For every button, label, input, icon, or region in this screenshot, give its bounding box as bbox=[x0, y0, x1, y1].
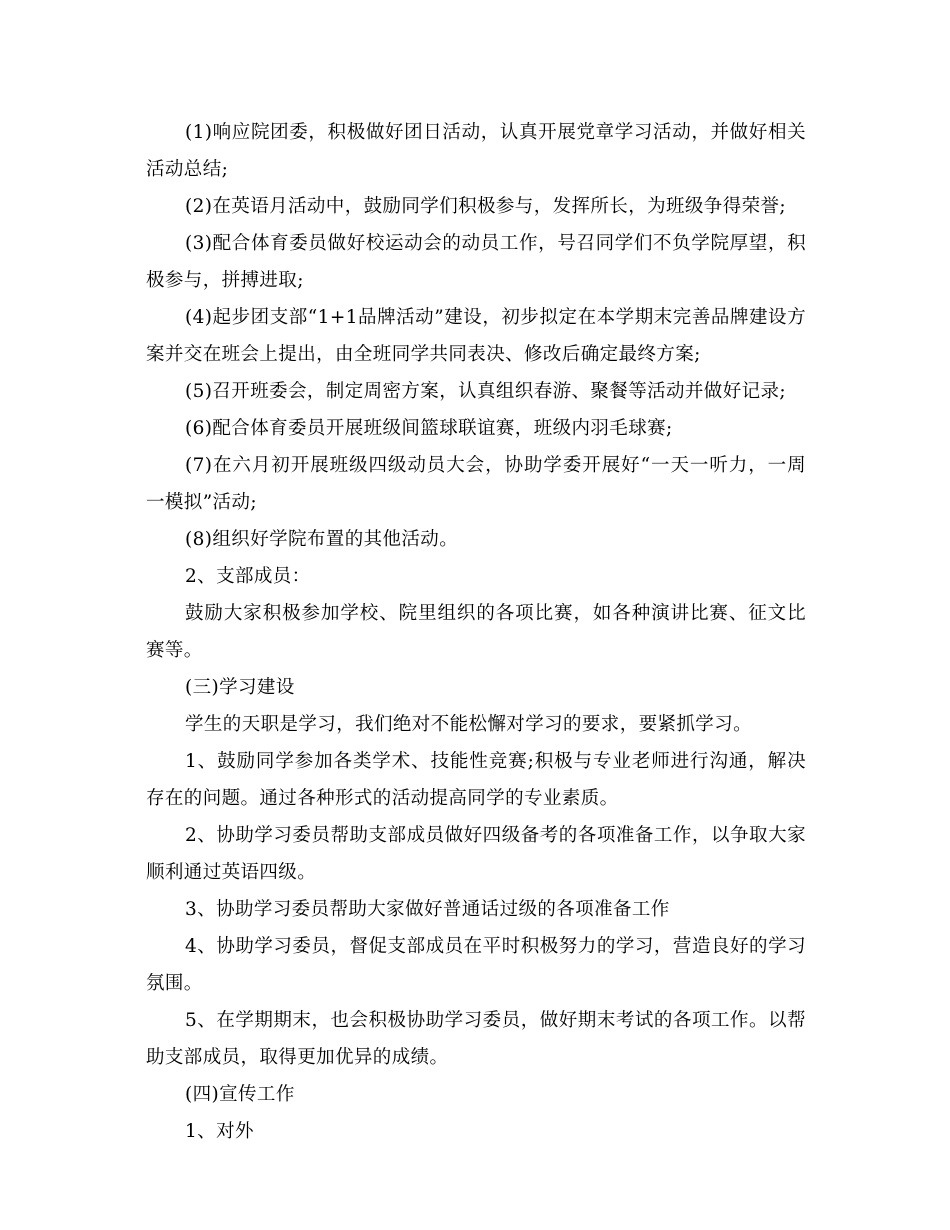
paragraph-activity-8: (8)组织好学院布置的其他活动。 bbox=[185, 529, 459, 550]
paragraph-activity-5: (5)召开班委会，制定周密方案，认真组织春游、聚餐等活动并做好记录; bbox=[185, 381, 787, 402]
heading-publicity-work: (四)宣传工作 bbox=[185, 1084, 295, 1105]
paragraph-study-intro: 学生的天职是学习，我们绝对不能松懈对学习的要求，要紧抓学习。 bbox=[185, 714, 753, 735]
paragraph-study-5: 5、在学期期末，也会积极协助学习委员，做好期末考试的各项工作。以帮助支部成员，取得更加优异的成绩。 bbox=[146, 1010, 806, 1068]
heading-study-construction: (三)学习建设 bbox=[185, 677, 295, 698]
paragraph-study-2: 2、协助学习委员帮助支部成员做好四级备考的各项准备工作，以争取大家顺利通过英语四级。 bbox=[146, 825, 806, 883]
paragraph-study-4: 4、协助学习委员，督促支部成员在平时积极努力的学习，营造良好的学习氛围。 bbox=[146, 936, 806, 994]
paragraph-branch-members: 鼓励大家积极参加学校、院里组织的各项比赛，如各种演讲比赛、征文比赛等。 bbox=[146, 603, 806, 661]
paragraph-activity-4: (4)起步团支部“1+1品牌活动”建设，初步拟定在本学期末完善品牌建设方案并交在班会上提出，由全班同学共同表决、修改后确定最终方案; bbox=[146, 307, 806, 365]
paragraph-publicity-1: 1、对外 bbox=[185, 1121, 254, 1142]
paragraph-study-1: 1、鼓励同学参加各类学术、技能性竞赛;积极与专业老师进行沟通，解决存在的问题。通过各种形式的活动提高同学的专业素质。 bbox=[146, 751, 806, 809]
paragraph-activity-1: (1)响应院团委，积极做好团日活动，认真开展党章学习活动，并做好相关活动总结; bbox=[146, 122, 806, 180]
paragraph-activity-2: (2)在英语月活动中，鼓励同学们积极参与，发挥所长，为班级争得荣誉; bbox=[185, 196, 787, 217]
document-body bbox=[146, 114, 806, 1150]
paragraph-activity-7: (7)在六月初开展班级四级动员大会，协助学委开展好“一天一听力，一周一模拟”活动; bbox=[146, 455, 806, 513]
heading-branch-members: 2、支部成员： bbox=[185, 566, 311, 587]
paragraph-activity-6: (6)配合体育委员开展班级间篮球联谊赛，班级内羽毛球赛; bbox=[185, 418, 673, 439]
paragraph-study-3: 3、协助学习委员帮助大家做好普通话过级的各项准备工作 bbox=[185, 899, 670, 920]
paragraph-activity-3: (3)配合体育委员做好校运动会的动员工作，号召同学们不负学院厚望，积极参与，拼搏进取; bbox=[146, 233, 806, 291]
